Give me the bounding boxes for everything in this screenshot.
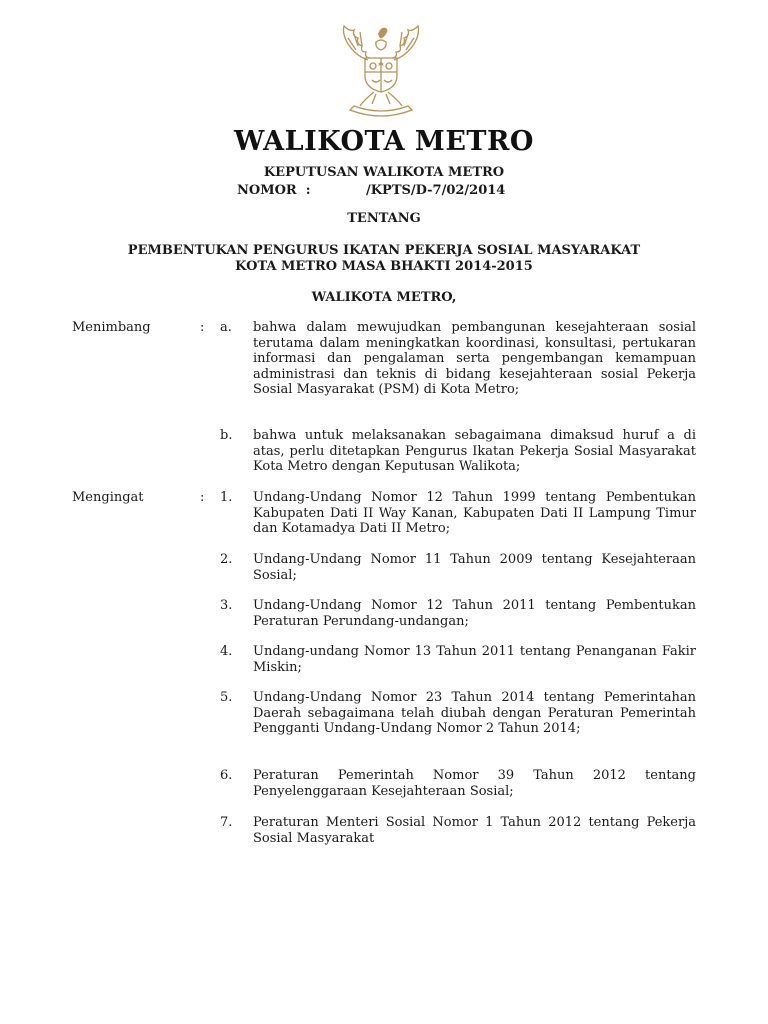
decree-title: KEPUTUSAN WALIKOTA METRO (263, 165, 505, 180)
subject-line-2: KOTA METRO MASA BHAKTI 2014-2015 (235, 259, 533, 274)
mengingat-marker: 6. (220, 768, 233, 783)
decree-number-value: /KPTS/D-7/02/2014 (366, 183, 506, 198)
menimbang-label: Menimbang (72, 320, 151, 335)
mengingat-label: Mengingat (72, 490, 144, 505)
issuer-heading: WALIKOTA METRO, (311, 290, 457, 305)
mengingat-marker: 1. (220, 490, 233, 505)
subject-line-1: PEMBENTUKAN PENGURUS IKATAN PEKERJA SOSIAL MASYARAKAT (127, 243, 641, 258)
mengingat-marker: 7. (220, 815, 233, 830)
mengingat-marker: 5. (220, 690, 233, 705)
mengingat-marker: 2. (220, 552, 233, 567)
mengingat-item: Undang-Undang Nomor 12 Tahun 2011 tentang Pembentukan Peraturan Perundang-undangan; (253, 598, 696, 629)
about-label: TENTANG (347, 211, 421, 226)
mengingat-marker: 3. (220, 598, 233, 613)
menimbang-marker: b. (220, 428, 233, 443)
mengingat-item: Undang-undang Nomor 13 Tahun 2011 tentang Penanganan Fakir Miskin; (253, 644, 696, 675)
mengingat-item: Undang-Undang Nomor 23 Tahun 2014 tentang Pemerintahan Daerah sebagaimana telah diubah dengan Peraturan Pemerintah Pengganti Undang-Undang Nomor 2 Tahun 2014; (253, 690, 696, 736)
mengingat-item: Undang-Undang Nomor 12 Tahun 1999 tentang Pembentukan Kabupaten Dati II Way Kanan, Kabupaten Dati II Lampung Timur dan Kotamadya Dati II Metro; (253, 490, 696, 536)
decree-number-label: NOMOR : (237, 183, 311, 198)
mengingat-item: Peraturan Menteri Sosial Nomor 1 Tahun 2012 tentang Pekerja Sosial Masyarakat (253, 815, 696, 846)
page-title: WALIKOTA METRO (234, 126, 534, 157)
menimbang-colon: : (200, 320, 205, 335)
menimbang-marker: a. (220, 320, 232, 335)
menimbang-item: bahwa untuk melaksanakan sebagaimana dimaksud huruf a di atas, perlu ditetapkan Pengurus Ikatan Pekerja Sosial Masyarakat Kota Metro dengan Keputusan Walikota; (253, 428, 696, 474)
mengingat-marker: 4. (220, 644, 233, 659)
mengingat-colon: : (200, 490, 205, 505)
mengingat-item: Peraturan Pemerintah Nomor 39 Tahun 2012 tentang Penyelenggaraan Kesejahteraan Sosial; (253, 768, 696, 799)
garuda-pancasila-emblem-icon (318, 22, 444, 122)
mengingat-item: Undang-Undang Nomor 11 Tahun 2009 tentang Kesejahteraan Sosial; (253, 552, 696, 583)
menimbang-item: bahwa dalam mewujudkan pembangunan kesejahteraan sosial terutama dalam meningkatkan koordinasi, konsultasi, pertukaran informasi dan pengalaman serta pengembangan kemampuan administrasi dan teknis di bidang kesejahteraan sosial Pekerja Sosial Masyarakat (PSM) di Kota Metro; (253, 320, 696, 397)
